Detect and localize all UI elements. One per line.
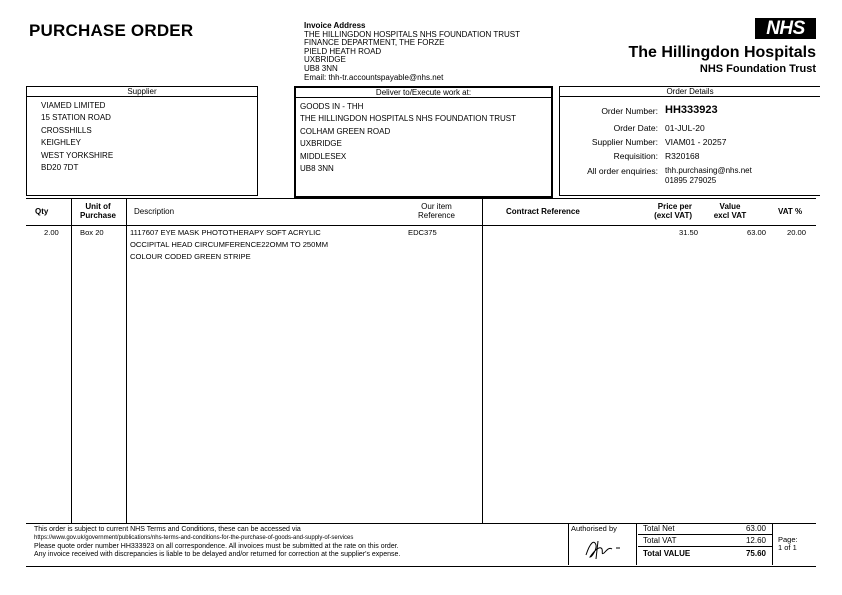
col-contract-ref: Contract Reference [506, 207, 580, 216]
col-price [642, 203, 692, 220]
invoice-address-line: UXBRIDGE [304, 55, 346, 65]
footer-divider [568, 523, 569, 565]
totals-divider [638, 534, 772, 535]
col-price-line: (excl VAT) [654, 210, 692, 220]
table-header [26, 198, 816, 226]
authorised-label: Authorised by [571, 524, 617, 533]
row-vat: 20.00 [786, 228, 806, 237]
deliver-line: THE HILLINGDON HOSPITALS NHS FOUNDATION TRUST [300, 114, 517, 124]
row-unit: Box 20 [80, 228, 104, 237]
order-number: HH333923 [665, 104, 718, 116]
row-description-line: OCCIPITAL HEAD CIRCUMFERENCE22OMM TO 250MM [130, 240, 329, 249]
total-net: 63.00 [745, 524, 766, 533]
nhs-logo: NHS [755, 18, 816, 39]
invoice-address-line: PIELD HEATH ROAD [304, 46, 382, 56]
col-vat: VAT % [778, 207, 803, 216]
deliver-line: UB8 3NN [300, 164, 334, 174]
supplier-number: VIAM01 - 20257 [665, 137, 727, 147]
total-net-label: Total Net [643, 524, 675, 533]
invoice-address-line: THE HILLINGDON HOSPITALS NHS FOUNDATION TRUST [304, 29, 521, 39]
supplier-line: VIAMED LIMITED [41, 101, 106, 110]
row-description-line: COLOUR CODED GREEN STRIPE [130, 252, 251, 261]
terms-line: https://www.gov.uk/government/publications/nhs-terms-and-conditions-for-the-purchase-of-goods-and-supply-of-services [34, 535, 354, 542]
invoice-address-line: FINANCE DEPARTMENT, THE FORZE [304, 38, 445, 48]
page-label: Page: [778, 535, 798, 544]
invoice-email: Email: thh-tr.accountspayable@nhs.net [304, 72, 444, 82]
col-value-line: excl VAT [713, 210, 747, 220]
deliver-line: GOODS IN - THH [300, 102, 364, 111]
footer-divider [636, 523, 637, 565]
terms-line: Any invoice received with discrepancies is liable to be delayed and/or returned for correction at the supplier's expense. [34, 550, 401, 558]
deliver-heading: Deliver to/Execute work at: [296, 88, 551, 98]
supplier-heading: Supplier [27, 87, 257, 97]
row-value: 63.00 [746, 228, 766, 237]
enquiries-label: All order enquiries: [587, 166, 658, 176]
invoice-address [304, 22, 520, 82]
deliver-line: UXBRIDGE [300, 139, 342, 149]
col-our-ref [414, 203, 459, 220]
deliver-box [294, 86, 553, 198]
order-date-label: Order Date: [613, 123, 658, 133]
page-title: PURCHASE ORDER [29, 21, 194, 40]
requisition-label: Requisition: [613, 151, 658, 161]
order-number-label: Order Number: [601, 106, 658, 116]
deliver-line: COLHAM GREEN ROAD [300, 126, 391, 136]
total-value-label: Total VALUE [643, 549, 691, 558]
col-divider [126, 198, 127, 523]
order-details-heading: Order Details [560, 87, 820, 97]
col-qty: Qty [35, 207, 49, 216]
footer-divider [772, 523, 773, 565]
total-value: 75.60 [745, 549, 766, 558]
supplier-line: WEST YORKSHIRE [41, 150, 114, 160]
col-value-line: Value [719, 202, 741, 211]
col-value [708, 203, 752, 220]
invoice-address-heading: Invoice Address [304, 21, 366, 30]
col-unit-line: Unit of [85, 202, 111, 211]
col-our-ref-line: Reference [418, 210, 455, 220]
row-price: 31.50 [678, 228, 698, 237]
requisition-number: R320168 [665, 151, 700, 161]
totals-divider [638, 546, 772, 547]
supplier-box [26, 86, 258, 196]
order-details-box [559, 86, 820, 196]
row-our-ref: EDC375 [408, 228, 437, 237]
terms-text [34, 526, 564, 559]
org-subtitle: NHS Foundation Trust [699, 63, 816, 75]
supplier-line: KEIGHLEY [41, 138, 82, 148]
supplier-number-label: Supplier Number: [591, 137, 658, 147]
row-description-line: 1117607 EYE MASK PHOTOTHERAPY SOFT ACRYLIC [130, 228, 321, 237]
col-unit-line: Purchase [79, 210, 117, 220]
total-vat-label: Total VAT [643, 536, 677, 545]
signature-icon [582, 535, 626, 561]
col-divider [482, 198, 483, 523]
total-vat: 12.60 [745, 536, 766, 545]
enquiries-email: thh.purchasing@nhs.net [665, 166, 752, 175]
page-value: 1 of 1 [778, 543, 797, 552]
col-description: Description [134, 207, 175, 216]
invoice-address-line: UB8 3NN [304, 63, 338, 73]
supplier-line: CROSSHILLS [41, 125, 92, 135]
deliver-line: MIDDLESEX [300, 151, 347, 161]
terms-line: This order is subject to current NHS Terms and Conditions, these can be accessed via [34, 526, 301, 533]
supplier-line: BD20 7DT [41, 163, 79, 173]
row-qty: 2.00 [44, 228, 59, 237]
col-our-ref-line: Our item [421, 202, 452, 211]
col-divider [71, 198, 72, 523]
terms-line: Please quote order number HH333923 on all correspondence. All invoices must be submitted at the rate on this order. [34, 542, 399, 550]
enquiries-phone: 01895 279025 [665, 176, 717, 185]
supplier-line: 15 STATION ROAD [41, 113, 111, 123]
org-name: The Hillingdon Hospitals [628, 44, 816, 61]
order-date: 01-JUL-20 [665, 123, 705, 133]
page-indicator [778, 536, 798, 552]
col-price-line: Price per [657, 202, 692, 211]
col-unit [78, 203, 118, 220]
